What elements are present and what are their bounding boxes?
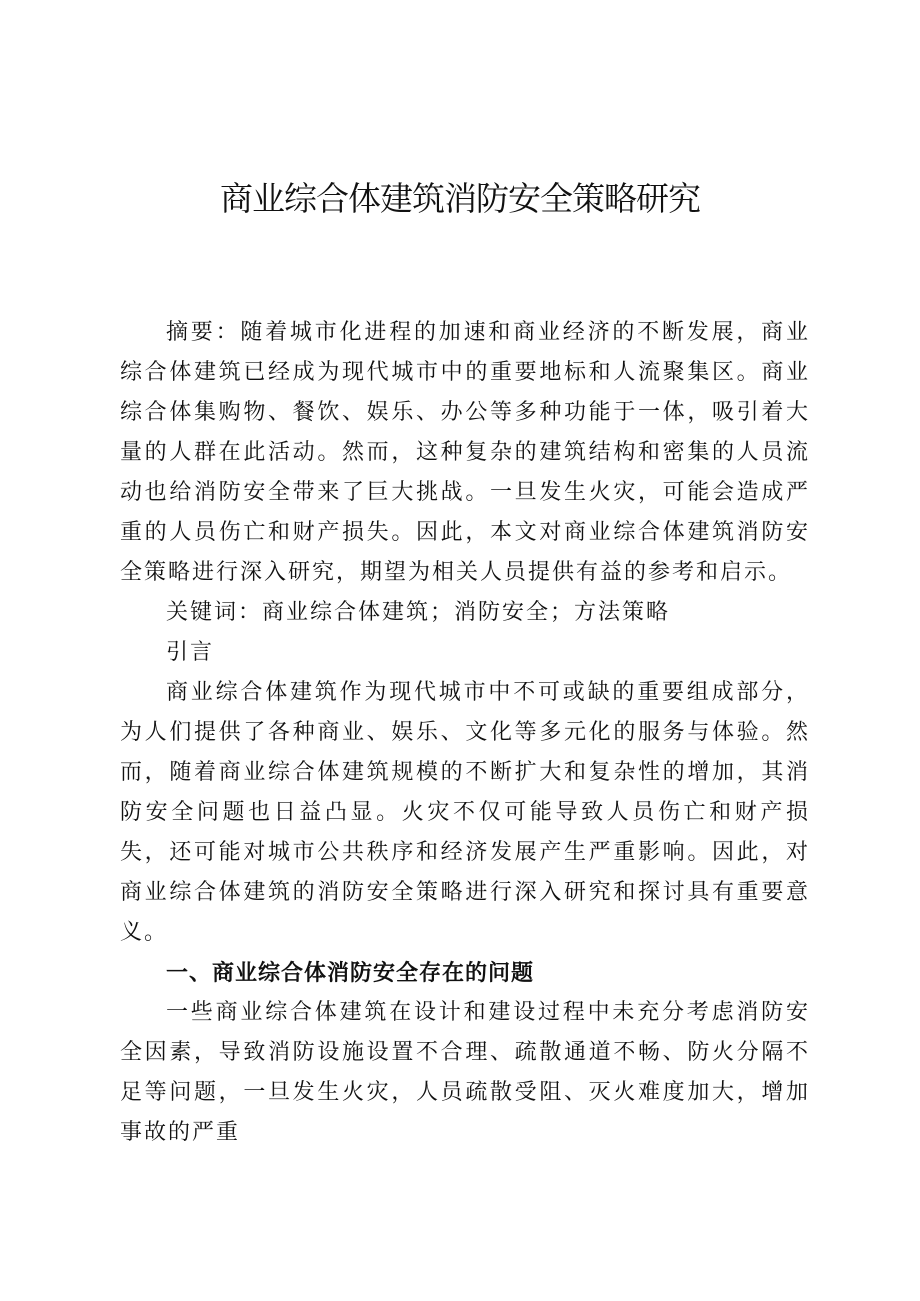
- abstract-paragraph: 摘要：随着城市化进程的加速和商业经济的不断发展，商业综合体建筑已经成为现代城市中的重要地标和人流聚集区。商业综合体集购物、餐饮、娱乐、办公等多种功能于一体，吸引着大量的人群在此活动。然而，这种复杂的建筑结构和密集的人员流动也给消防安全带来了巨大挑战。一旦发生火灾，可能会造成严重的人员伤亡和财产损失。因此，本文对商业综合体建筑消防安全策略进行深入研究，期望为相关人员提供有益的参考和启示。: [120, 320, 810, 585]
- intro-paragraph: 商业综合体建筑作为现代城市中不可或缺的重要组成部分，为人们提供了各种商业、娱乐、文化等多元化的服务与体验。然而，随着商业综合体建筑规模的不断扩大和复杂性的增加，其消防安全问题也日益凸显。火灾不仅可能导致人员伤亡和财产损失，还可能对城市公共秩序和经济发展产生严重影响。因此，对商业综合体建筑的消防安全策略进行深入研究和探讨具有重要意义。: [120, 680, 810, 945]
- document-body: [120, 313, 810, 1153]
- document-title: 商业综合体建筑消防安全策略研究: [220, 179, 700, 218]
- keywords-line: 关键词：商业综合体建筑；消防安全；方法策略: [166, 600, 671, 625]
- section1-heading: 一、商业综合体消防安全存在的问题: [166, 960, 535, 986]
- section1-paragraph: 一些商业综合体建筑在设计和建设过程中未充分考虑消防安全因素，导致消防设施设置不合理、疏散通道不畅、防火分隔不足等问题，一旦发生火灾，人员疏散受阻、灭火难度加大，增加事故的严重: [120, 1000, 810, 1145]
- intro-heading: 引言: [166, 640, 215, 665]
